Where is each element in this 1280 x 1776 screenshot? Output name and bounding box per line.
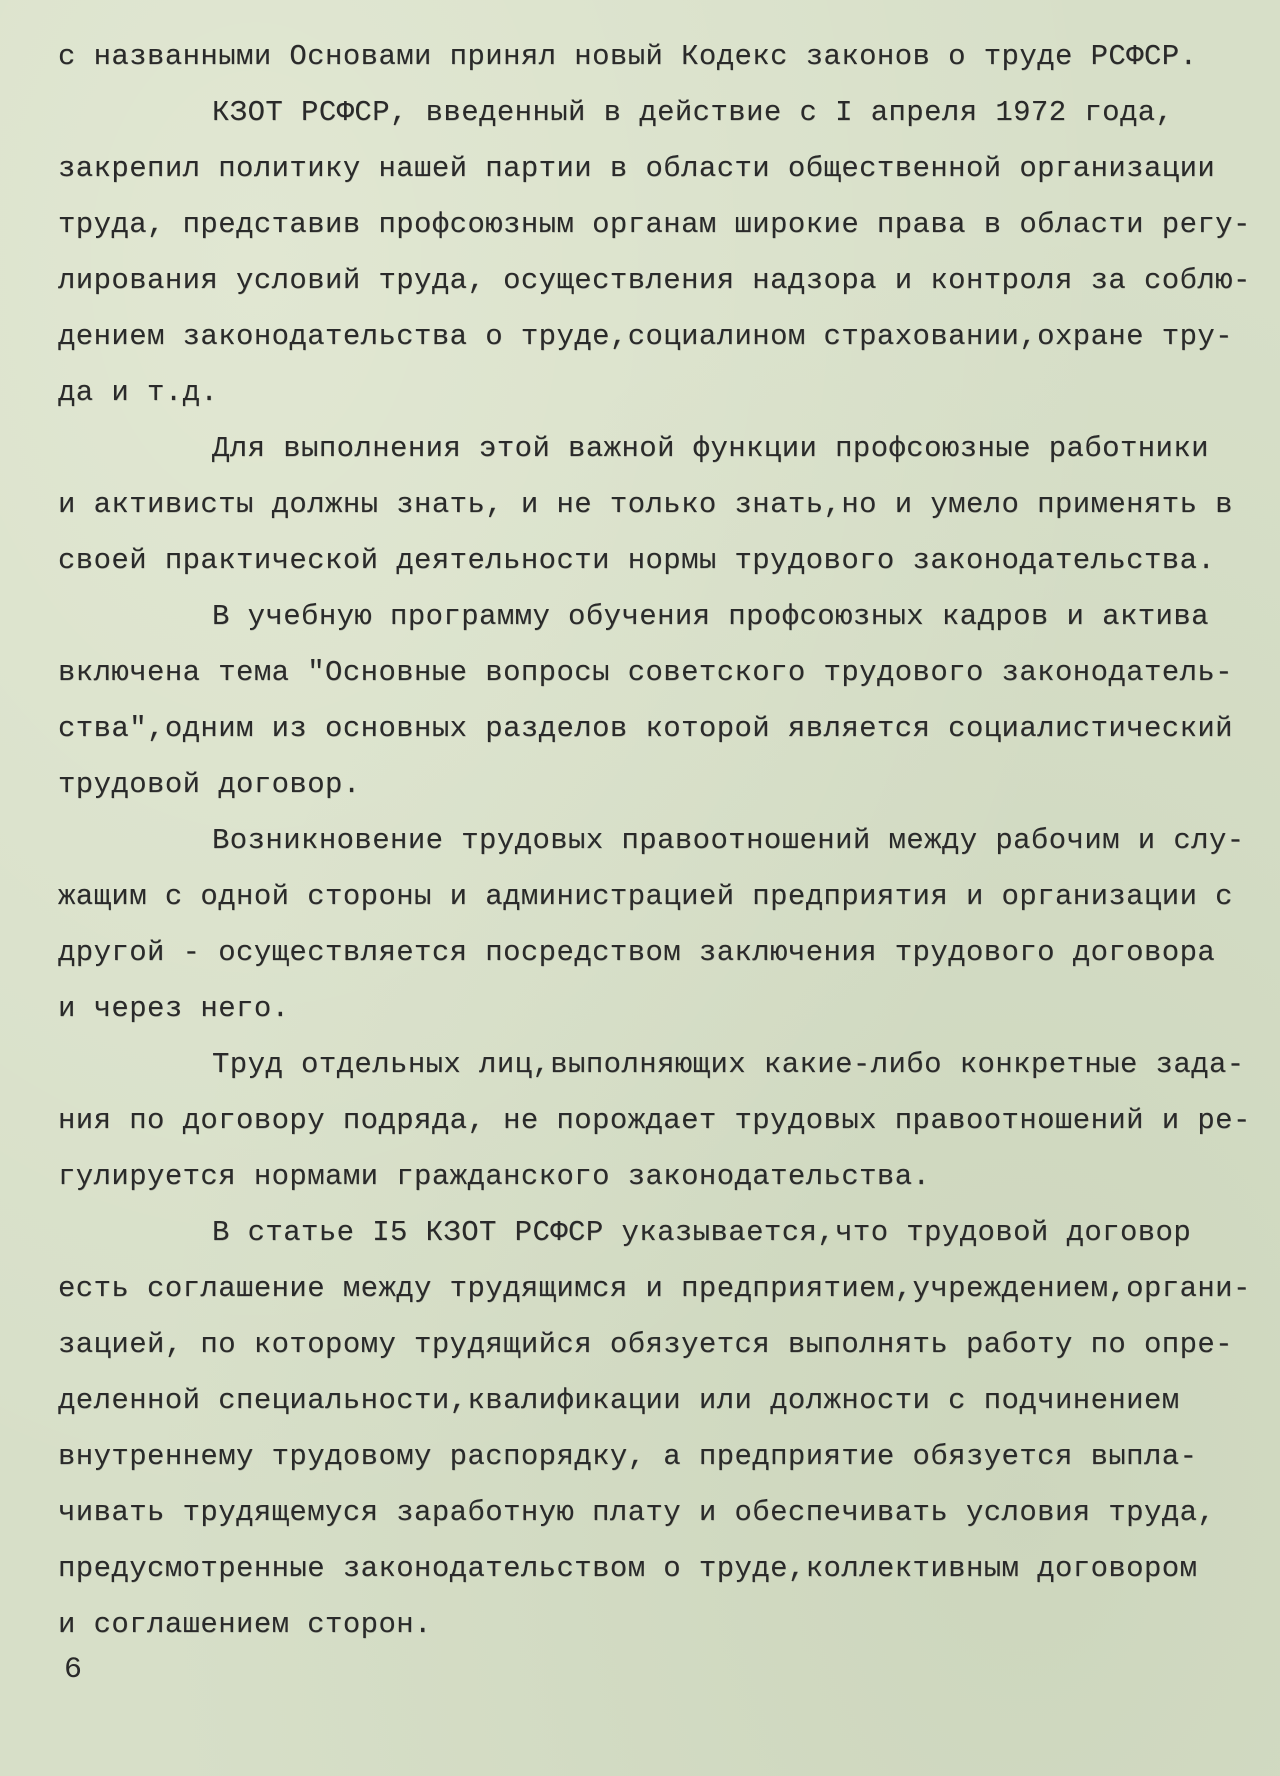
text-line: да и т.д.: [58, 376, 219, 409]
text-line: Для выполнения этой важной функции профсоюзные работники: [212, 432, 1209, 465]
text-line: Труд отдельных лиц,выполняющих какие-либо конкретные зада-: [212, 1048, 1245, 1081]
text-line: лирования условий труда, осуществления надзора и контроля за соблю-: [58, 264, 1251, 297]
text-line: Возникновение трудовых правоотношений между рабочим и слу-: [212, 824, 1245, 857]
text-line: другой - осуществляется посредством заключения трудового договора: [58, 936, 1216, 969]
text-line: и активисты должны знать, и не только знать,но и умело применять в: [58, 488, 1233, 521]
text-line: зацией, по которому трудящийся обязуется выполнять работу по опре-: [58, 1328, 1233, 1361]
text-line: деленной специальности,квалификации или должности с подчинением: [58, 1384, 1180, 1417]
text-line: КЗОТ РСФСР, введенный в действие с I апреля 1972 года,: [212, 96, 1174, 129]
text-line: и через него.: [58, 992, 290, 1025]
text-line: дением законодательства о труде,социалином страховании,охране тру-: [58, 320, 1233, 353]
text-line: гулируется нормами гражданского законодательства.: [58, 1160, 931, 1193]
text-line: труда, представив профсоюзным органам широкие права в области регу-: [58, 208, 1251, 241]
text-line: включена тема "Основные вопросы советского трудового законодатель-: [58, 656, 1233, 689]
text-line: есть соглашение между трудящимся и предприятием,учреждением,органи-: [58, 1272, 1251, 1305]
text-line: ства",одним из основных разделов которой является социалистический: [58, 712, 1233, 745]
text-line: чивать трудящемуся заработную плату и обеспечивать условия труда,: [58, 1496, 1216, 1529]
text-line: закрепил политику нашей партии в области общественной организации: [58, 152, 1216, 185]
text-line: трудовой договор.: [58, 768, 361, 801]
text-line: внутреннему трудовому распорядку, а предприятие обязуется выпла-: [58, 1440, 1198, 1473]
text-line: жащим с одной стороны и администрацией предприятия и организации с: [58, 880, 1233, 913]
text-line: и соглашением сторон.: [58, 1608, 432, 1641]
text-line: ния по договору подряда, не порождает трудовых правоотношений и ре-: [58, 1104, 1251, 1137]
page-number: 6: [64, 1653, 83, 1687]
text-line: своей практической деятельности нормы трудового законодательства.: [58, 544, 1216, 577]
text-line: с названными Основами принял новый Кодекс законов о труде РСФСР.: [58, 40, 1198, 73]
text-line: В статье I5 КЗОТ РСФСР указывается,что трудовой договор: [212, 1216, 1192, 1249]
text-line: В учебную программу обучения профсоюзных кадров и актива: [212, 600, 1209, 633]
text-line: предусмотренные законодательством о труде,коллективным договором: [58, 1552, 1198, 1585]
